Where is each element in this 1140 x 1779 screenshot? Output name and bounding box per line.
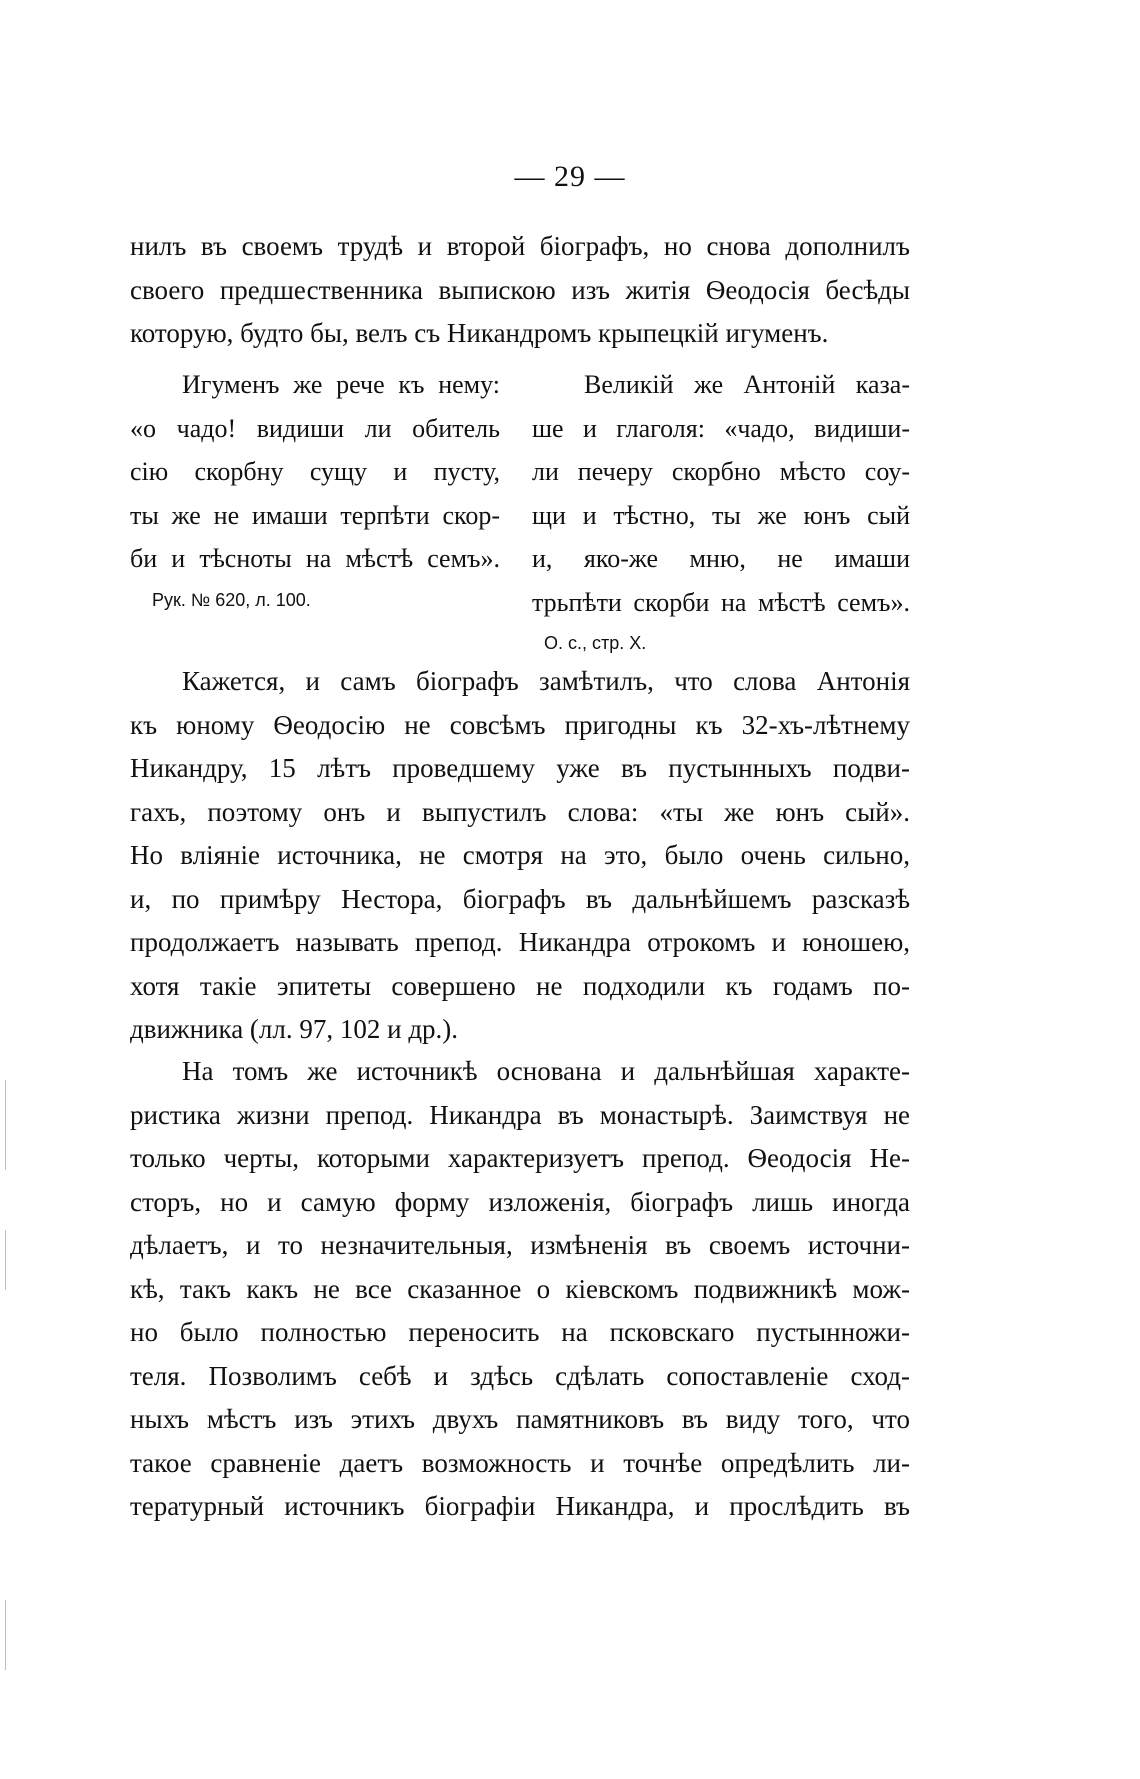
quote-line: ли печеру скорбно мѣсто соу- xyxy=(532,457,910,486)
text-line: тературный источникъ біографіи Никандра, и прослѣдить въ xyxy=(130,1491,910,1521)
text-line: кѣ, такъ какъ не все сказанное о кіевскомъ подвижникѣ мож- xyxy=(130,1273,910,1304)
quote-line: трьпѣти скорби на мѣстѣ семъ». xyxy=(532,587,910,617)
page-number: — 29 — xyxy=(514,160,626,193)
text-line: и, по примѣру Нестора, біографъ въ дальнѣйшемъ разсказѣ xyxy=(130,883,910,914)
text-line: нилъ въ своемъ трудѣ и второй біографъ, но снова дополнилъ xyxy=(130,231,910,261)
text-line: хотя такіе эпитеты совершено не подходили къ годамъ по- xyxy=(130,970,910,1001)
paragraph-1 xyxy=(130,660,910,1052)
text-line: движника (лл. 97, 102 и др.). xyxy=(130,1014,459,1044)
scan-margin-mark xyxy=(5,1080,6,1170)
text-line: Но вліяніе источника, не смотря на это, было очень сильно, xyxy=(130,840,910,870)
quote-line: би и тѣсноты на мѣстѣ семъ». xyxy=(130,544,500,573)
text-line: дѣлаетъ, и то незначительныя, измѣненія въ своемъ источни- xyxy=(130,1230,910,1260)
scan-margin-mark xyxy=(5,1600,6,1670)
text-line: ныхъ мѣстъ изъ этихъ двухъ памятниковъ въ виду того, что xyxy=(130,1404,910,1434)
quote-line: и, яко-же мню, не имаши xyxy=(532,544,910,573)
right-citation: О. с., стр. X. xyxy=(544,633,647,653)
quote-line: ты же не имаши терпѣти скор- xyxy=(130,500,500,530)
text-line: Кажется, и самъ біографъ замѣтилъ, что слова Антонія xyxy=(182,666,910,696)
quote-line: Великій же Антоній каза- xyxy=(584,370,910,399)
text-line: На томъ же источникѣ основана и дальнѣйшая характе- xyxy=(182,1056,910,1086)
quote-line: Игуменъ же рече къ нему: xyxy=(182,370,500,399)
left-citation: Рук. № 620, л. 100. xyxy=(152,589,311,610)
parallel-quotes xyxy=(130,363,910,653)
quote-line: сію скорбну сущу и пусту, xyxy=(130,457,500,486)
intro-paragraph xyxy=(130,225,910,356)
quote-line: ше и глаголя: «чадо, видиши- xyxy=(532,413,910,443)
right-quote-column xyxy=(532,363,910,660)
left-quote-column xyxy=(130,363,500,617)
text-line: своего предшественника выпискою изъ житія Ѳеодосія бесѣды xyxy=(130,274,910,305)
quote-line: щи и тѣстно, ты же юнъ сый xyxy=(532,500,910,530)
text-line: Никандру, 15 лѣтъ проведшему уже въ пустынныхъ подви- xyxy=(130,753,910,783)
quote-line: «о чадо! видиши ли обитель xyxy=(130,413,500,443)
text-line: ристика жизни препод. Никандра въ монастырѣ. Заимствуя не xyxy=(130,1099,910,1130)
text-line: гахъ, поэтому онъ и выпустилъ слова: «ты же юнъ сый». xyxy=(130,796,910,827)
text-line: такое сравненіе даетъ возможность и точнѣе опредѣлить ли- xyxy=(130,1447,910,1478)
text-line: но было полностью переносить на псковскаго пустынножи- xyxy=(130,1317,910,1347)
text-line: которую, будто бы, велъ съ Никандромъ крыпецкій игуменъ. xyxy=(130,318,829,348)
text-line: сторъ, но и самую форму изложенія, біографъ лишь иногда xyxy=(130,1186,910,1217)
scan-margin-mark xyxy=(5,1230,6,1290)
text-line: теля. Позволимъ себѣ и здѣсь сдѣлать сопоставленіе сход- xyxy=(130,1360,910,1391)
text-line: къ юному Ѳеодосію не совсѣмъ пригодны къ 32-хъ-лѣтнему xyxy=(130,709,910,740)
text-line: продолжаетъ называть препод. Никандра отрокомъ и юношею, xyxy=(130,927,910,957)
text-line: только черты, которыми характеризуетъ препод. Ѳеодосія Не- xyxy=(130,1143,910,1173)
paragraph-2 xyxy=(130,1050,910,1529)
